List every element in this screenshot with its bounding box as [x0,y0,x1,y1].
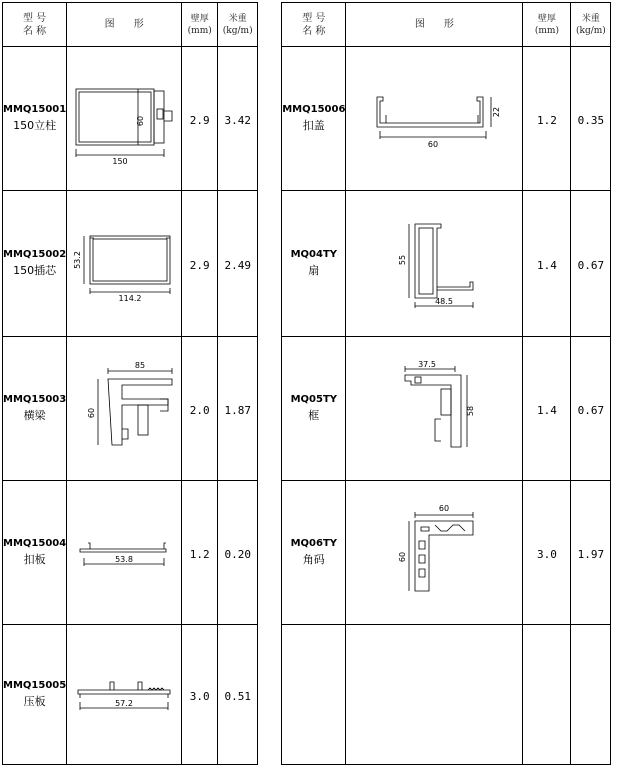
profile-drawing [349,214,519,314]
header-wall-thickness: 壁厚 (mm) [182,3,218,47]
header-meter-weight-right: 米重 (kg/m) [571,3,611,47]
dimension-label: 60 [87,407,97,418]
figure-cell [67,481,182,625]
model-cell: MMQ15005 压板 [3,625,67,765]
table-row [3,191,611,337]
header-model: 型 号 名 称 [3,3,67,47]
meter-weight-cell: 0.51 [218,625,258,765]
meter-weight-cell: 2.49 [218,191,258,337]
dimension-label: 48.5 [435,296,454,306]
model-cell: MMQ15001 150立柱 [3,47,67,191]
empty-cell [523,625,571,765]
profile-drawing [68,224,180,304]
wall-thickness-cell: 2.9 [182,191,218,337]
dimension-label: 60 [439,503,450,513]
profile-catalog-table [2,2,611,765]
meter-weight-cell: 0.20 [218,481,258,625]
table-row [3,337,611,481]
wall-thickness-cell: 2.0 [182,337,218,481]
empty-cell [282,625,346,765]
profile-drawing [349,359,519,459]
header-meter-weight: 米重 (kg/m) [218,3,258,47]
profile-drawing [68,69,180,169]
figure-cell [346,337,523,481]
model-cell: MMQ15003 横梁 [3,337,67,481]
dimension-label: 22 [492,106,502,117]
model-cell: MMQ15004 扣板 [3,481,67,625]
meter-weight-cell: 0.35 [571,47,611,191]
wall-thickness-cell: 1.4 [523,337,571,481]
profile-drawing [349,503,519,603]
dimension-label: 150 [112,156,128,166]
model-cell: MQ06TY 角码 [282,481,346,625]
figure-cell [346,47,523,191]
figure-cell [346,191,523,337]
model-cell: MMQ15002 150插芯 [3,191,67,337]
wall-thickness-cell: 3.0 [182,625,218,765]
meter-weight-cell: 0.67 [571,337,611,481]
wall-thickness-cell: 1.2 [523,47,571,191]
figure-cell [67,47,182,191]
meter-weight-cell: 1.87 [218,337,258,481]
figure-cell [67,625,182,765]
header-model-right: 型 号 名 称 [282,3,346,47]
figure-cell [67,191,182,337]
profile-drawing [68,359,180,459]
wall-thickness-cell: 3.0 [523,481,571,625]
wall-thickness-cell: 1.2 [182,481,218,625]
header-wall-thickness-right: 壁厚 (mm) [523,3,571,47]
wall-thickness-cell: 2.9 [182,47,218,191]
table-row [3,481,611,625]
dimension-label: 57.2 [115,698,134,708]
dimension-label: 58 [466,405,476,416]
dimension-label: 37.5 [418,359,437,369]
dimension-label: 60 [136,115,146,126]
profile-drawing [68,670,180,720]
dimension-label: 53.8 [115,554,134,564]
dimension-label: 55 [398,254,408,265]
column-gap [258,3,282,765]
meter-weight-cell: 0.67 [571,191,611,337]
header-figure: 图 形 [67,3,182,47]
dimension-label: 85 [135,360,146,370]
meter-weight-cell: 1.97 [571,481,611,625]
figure-cell [346,481,523,625]
header-row [3,3,611,47]
figure-cell [67,337,182,481]
empty-cell [346,625,523,765]
empty-cell [571,625,611,765]
wall-thickness-cell: 1.4 [523,191,571,337]
dimension-label: 60 [428,139,439,149]
model-cell: MQ04TY 扇 [282,191,346,337]
profile-drawing [68,528,180,578]
dimension-label: 60 [398,551,408,562]
meter-weight-cell: 3.42 [218,47,258,191]
header-figure-right: 图 形 [346,3,523,47]
table-row [3,625,611,765]
table-row [3,47,611,191]
model-cell: MQ05TY 框 [282,337,346,481]
profile-drawing [349,79,519,159]
dimension-label: 53.2 [73,250,83,269]
model-cell: MMQ15006 扣盖 [282,47,346,191]
dimension-label: 114.2 [118,293,142,303]
